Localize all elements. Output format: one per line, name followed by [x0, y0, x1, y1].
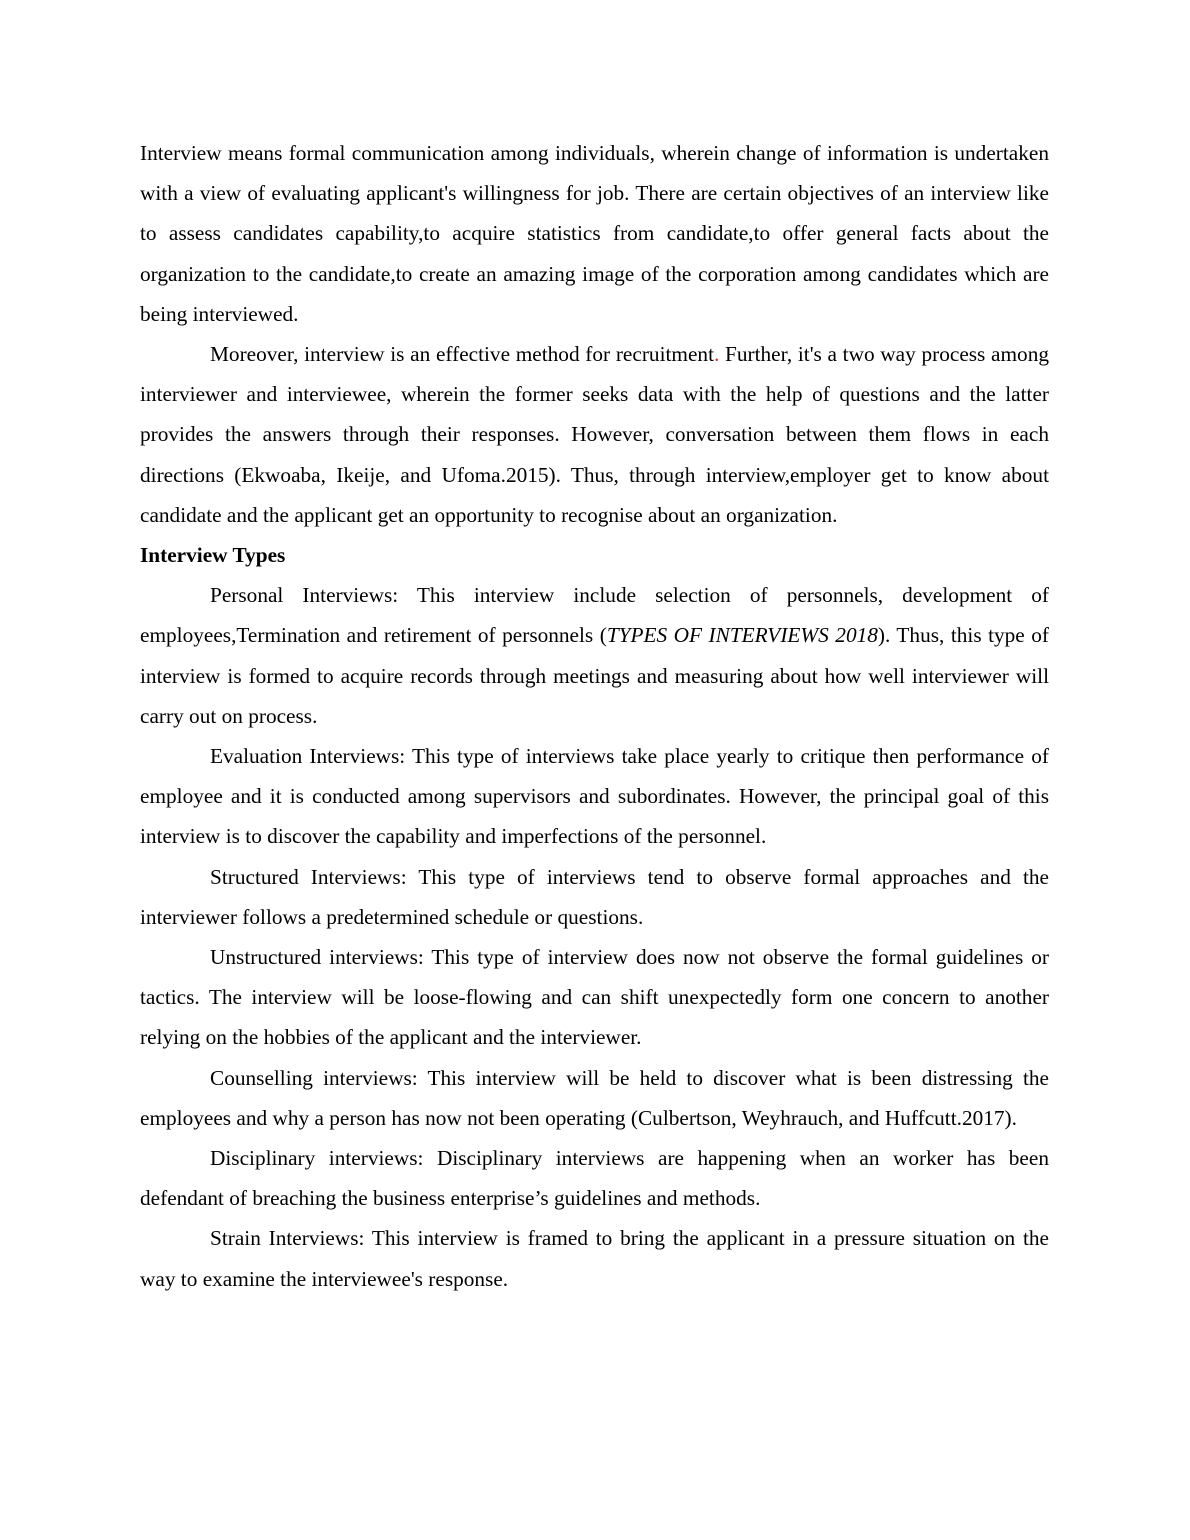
disciplinary-interviews-paragraph: Disciplinary interviews: Disciplinary interviews are happening when an worker has been defendant of breaching the business enterprise’s guidelines and methods.	[140, 1146, 1049, 1211]
moreover-text-end: Further, it's a two way process among interviewer and interviewee, wherein the former seeks data with the help of questions and the latter provides the answers through their responses. However, conversation between them flows in each directions (Ekwoaba, Ikeije, and Ufoma.2015). Thus, through interview,employer get to know about candidate and the applicant get an opportunity to recognise about an organization.	[140, 342, 1049, 527]
document-page	[140, 133, 1049, 1299]
section-heading: Interview Types	[140, 543, 286, 568]
evaluation-interviews-paragraph: Evaluation Interviews: This type of interviews take place yearly to critique then performance of employee and it is conducted among supervisors and subordinates. However, the principal goal of this interview is to discover the capability and imperfections of the personnel.	[140, 744, 1049, 849]
moreover-text-start: Moreover, interview is an effective method for recruitment	[210, 342, 714, 367]
moreover-paragraph	[140, 334, 1049, 535]
intro-paragraph: Interview means formal communication among individuals, wherein change of information is undertaken with a view of evaluating applicant's willingness for job. There are certain objectives of an interview like to assess candidates capability,to acquire statistics from candidate,to offer general facts about the organization to the candidate,to create an amazing image of the corporation among candidates which are being interviewed.	[140, 141, 1049, 326]
strain-interviews-paragraph: Strain Interviews: This interview is framed to bring the applicant in a pressure situation on the way to examine the interviewee's response.	[140, 1226, 1049, 1291]
unstructured-interviews-paragraph: Unstructured interviews: This type of interview does now not observe the formal guidelines or tactics. The interview will be loose-flowing and can shift unexpectedly form one concern to another relying on the hobbies of the applicant and the interviewer.	[140, 945, 1049, 1050]
personal-text-start: Personal Interviews: This interview include selection of personnels, development of employees,Termination and retirement of personnels (	[140, 583, 1049, 648]
moreover-red-period: .	[713, 342, 720, 367]
structured-interviews-paragraph: Structured Interviews: This type of interviews tend to observe formal approaches and the interviewer follows a predetermined schedule or questions.	[140, 864, 1049, 929]
personal-text-end: ). Thus, this type of interview is formed to acquire records through meetings and measuring about how well interviewer will carry out on process.	[140, 623, 1049, 728]
counselling-interviews-paragraph: Counselling interviews: This interview will be held to discover what is been distressing the employees and why a person has now not been operating (Culbertson, Weyhrauch, and Huffcutt.2017).	[140, 1065, 1049, 1130]
personal-citation: TYPES OF INTERVIEWS 2018	[606, 623, 878, 648]
personal-interviews-paragraph	[140, 575, 1049, 736]
